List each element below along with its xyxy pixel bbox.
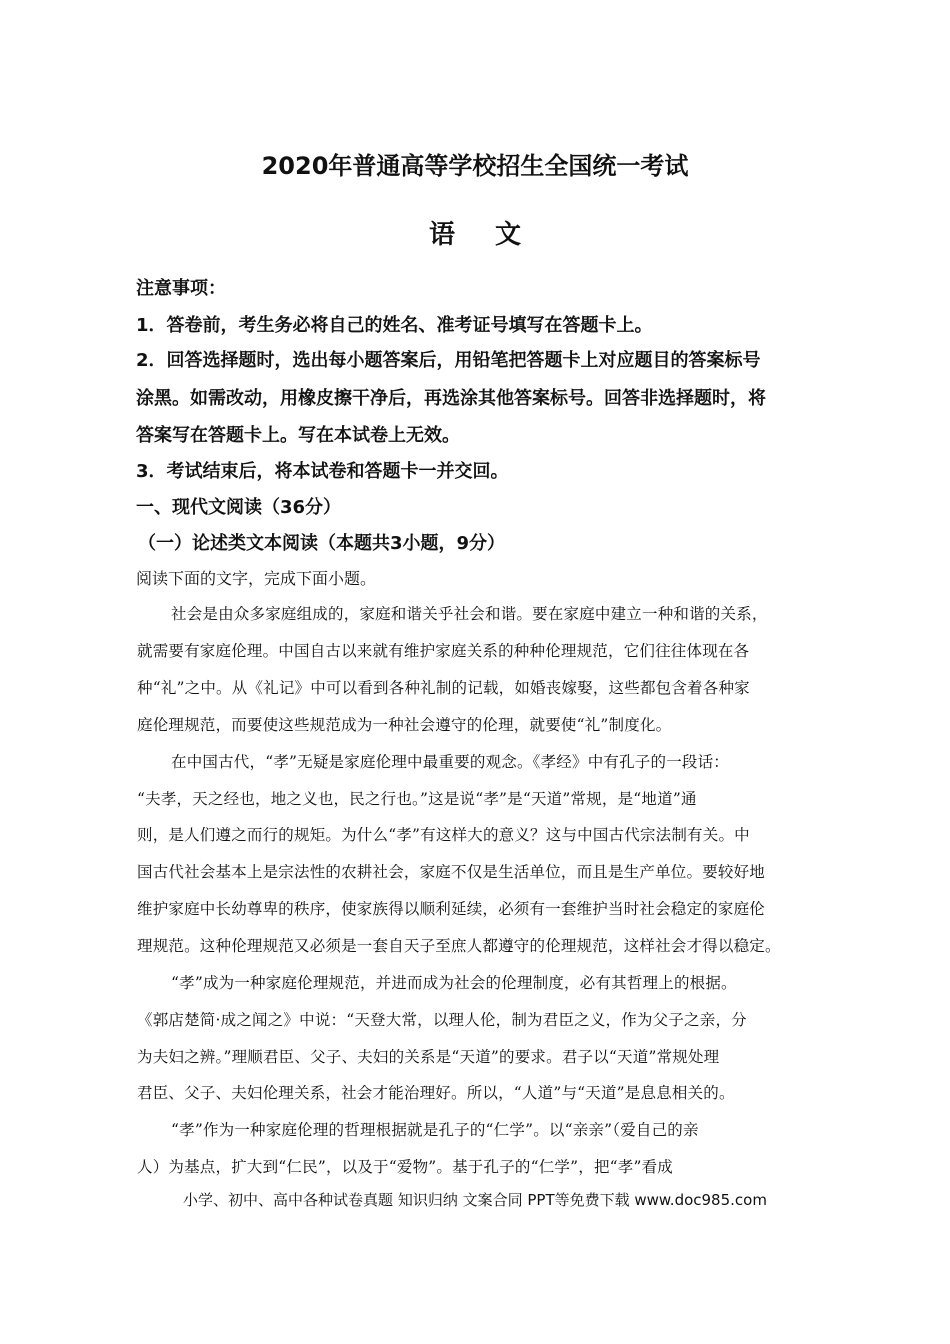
- passage-line: 则，是人们遵之而行的规矩。为什么“孝”有这样大的意义？这与中国古代宗法制有关。中: [137, 826, 750, 844]
- passage-line: “孝”作为一种家庭伦理的哲理根据就是孔子的“仁学”。以“亲亲”（爱自己的亲: [171, 1121, 699, 1139]
- passage-line: 庭伦理规范，而要使这些规范成为一种社会遵守的伦理，就要使“礼”制度化。: [137, 716, 672, 734]
- exam-title: 2020年普通高等学校招生全国统一考试: [261, 152, 689, 180]
- passage-line: “孝”成为一种家庭伦理规范，并进而成为社会的伦理制度，必有其哲理上的根据。: [171, 974, 737, 992]
- notes-heading: 注意事项：: [136, 278, 226, 299]
- subject-char-2: 文: [495, 220, 522, 250]
- passage-line: 社会是由众多家庭组成的，家庭和谐关乎社会和谐。要在家庭中建立一种和谐的关系，: [171, 605, 768, 623]
- passage-line: “夫孝，天之经也，地之义也，民之行也。”这是说“孝”是“天道”常规，是“地道”通: [137, 790, 697, 808]
- reading-instruction: 阅读下面的文字，完成下面小题。: [136, 569, 377, 588]
- note-line-5: 3．考试结束后，将本试卷和答题卡一并交回。: [136, 461, 509, 482]
- note-line-3: 涂黑。如需改动，用橡皮擦干净后，再选涂其他答案标号。回答非选择题时，将: [136, 388, 766, 409]
- section-heading: 一、现代文阅读（36分）: [136, 497, 342, 518]
- note-line-4: 答案写在答题卡上。写在本试卷上无效。: [136, 425, 460, 446]
- note-line-1: 1．答卷前，考生务必将自己的姓名、准考证号填写在答题卡上。: [136, 315, 653, 336]
- note-line-2: 2．回答选择题时，选出每小题答案后，用铅笔把答题卡上对应题目的答案标号: [136, 350, 761, 371]
- passage-line: 为夫妇之辨。”理顺君臣、父子、夫妇的关系是“天道”的要求。君子以“天道”常规处理: [137, 1048, 720, 1066]
- section-subheading: （一）论述类文本阅读（本题共3小题，9分）: [138, 533, 506, 554]
- passage-line: 国古代社会基本上是宗法性的农耕社会，家庭不仅是生活单位，而且是生产单位。要较好地: [137, 863, 766, 881]
- passage-line: 种“礼”之中。从《礼记》中可以看到各种礼制的记载，如婚丧嫁娶，这些都包含着各种家: [137, 679, 750, 697]
- passage-line: 人）为基点，扩大到“仁民”，以及于“爱物”。基于孔子的“仁学”，把“孝”看成: [137, 1158, 673, 1176]
- passage-line: 君臣、父子、夫妇伦理关系，社会才能治理好。所以，“人道”与“天道”是息息相关的。: [137, 1084, 735, 1102]
- subject-char-1: 语: [428, 220, 455, 250]
- passage-line: 维护家庭中长幼尊卑的秩序，使家族得以顺利延续，必须有一套维护当时社会稳定的家庭伦: [137, 900, 766, 918]
- passage-line: 《郭店楚简·成之闻之》中说：“天登大常，以理人伦，制为君臣之义，作为父子之亲，分: [137, 1011, 747, 1029]
- passage-line: 就需要有家庭伦理。中国自古以来就有维护家庭关系的种种伦理规范，它们往往体现在各: [137, 642, 750, 660]
- passage-line: 理规范。这种伦理规范又必须是一套自天子至庶人都遵守的伦理规范，这样社会才得以稳定。: [137, 937, 781, 955]
- download-footer: 小学、初中、高中各种试卷真题 知识归纳 文案合同 PPT等免费下载 www.doc985.com: [183, 1191, 767, 1209]
- passage-line: 在中国古代，“孝”无疑是家庭伦理中最重要的观念。《孝经》中有孔子的一段话：: [171, 753, 730, 771]
- subject-title: [0, 214, 950, 251]
